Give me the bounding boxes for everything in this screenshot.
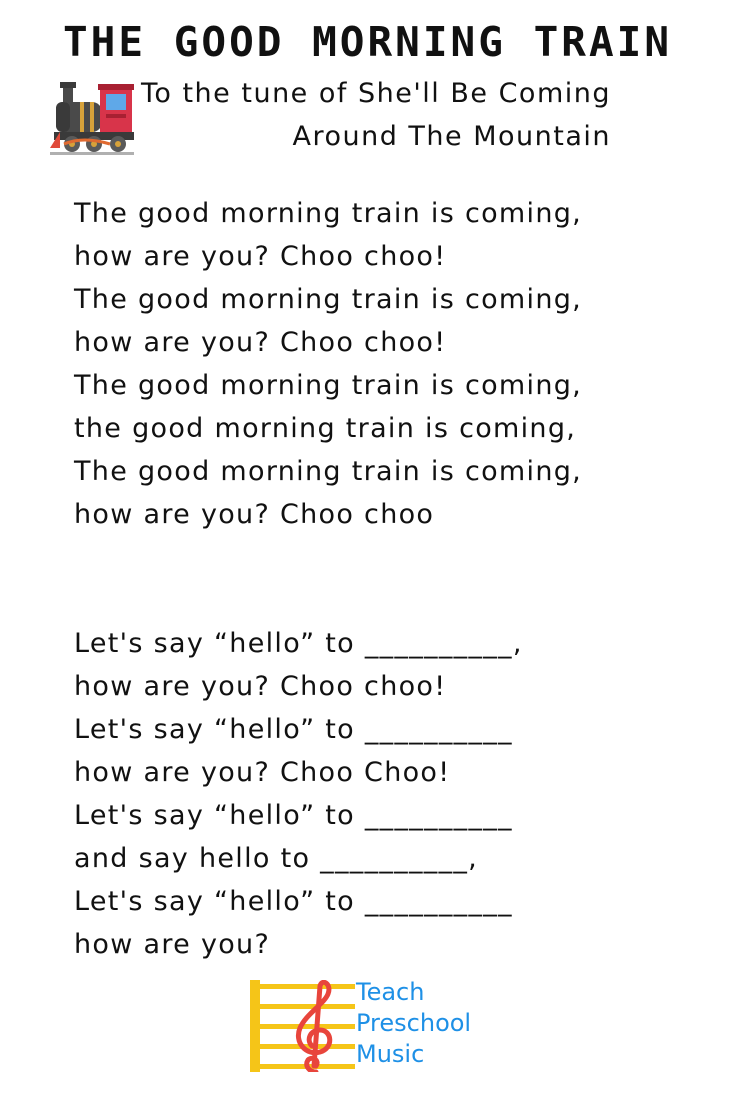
verse-2 — [74, 622, 523, 966]
logo-line-1: Teach — [356, 978, 425, 1006]
lyric-line: The good morning train is coming, — [74, 370, 583, 401]
lyric-line: The good morning train is coming, — [74, 198, 583, 229]
lyric-line: Let's say “hello” to __________ — [74, 886, 513, 917]
page-title: THE GOOD MORNING TRAIN — [62, 18, 673, 66]
lyric-line: the good morning train is coming, — [74, 413, 577, 444]
verse-1 — [74, 192, 582, 536]
lyric-line: how are you? Choo choo — [74, 499, 435, 530]
lyric-line: The good morning train is coming, — [74, 456, 583, 487]
logo-line-2: Preschool — [356, 1009, 472, 1037]
lyric-line: The good morning train is coming, — [74, 284, 583, 315]
subtitle — [141, 72, 611, 158]
logo-text — [356, 977, 471, 1070]
logo-line-3: Music — [356, 1040, 425, 1068]
teach-preschool-music-logo — [250, 975, 500, 1080]
treble-clef-staff-icon — [250, 980, 355, 1072]
lyric-line: Let's say “hello” to __________ — [74, 714, 513, 745]
lyric-line: how are you? Choo Choo! — [74, 757, 451, 788]
subtitle-line-1: To the tune of She'll Be Coming — [140, 78, 611, 109]
subtitle-line-2: Around The Mountain — [292, 121, 611, 152]
lyric-line: how are you? Choo choo! — [74, 671, 447, 702]
lyric-line: Let's say “hello” to __________, — [74, 628, 523, 659]
lyric-line: how are you? Choo choo! — [74, 327, 447, 358]
train-icon — [50, 78, 134, 156]
lyric-line: Let's say “hello” to __________ — [74, 800, 513, 831]
lyric-line: and say hello to __________, — [74, 843, 479, 874]
lyric-line: how are you? Choo choo! — [74, 241, 447, 272]
lyric-line: how are you? — [74, 929, 271, 960]
